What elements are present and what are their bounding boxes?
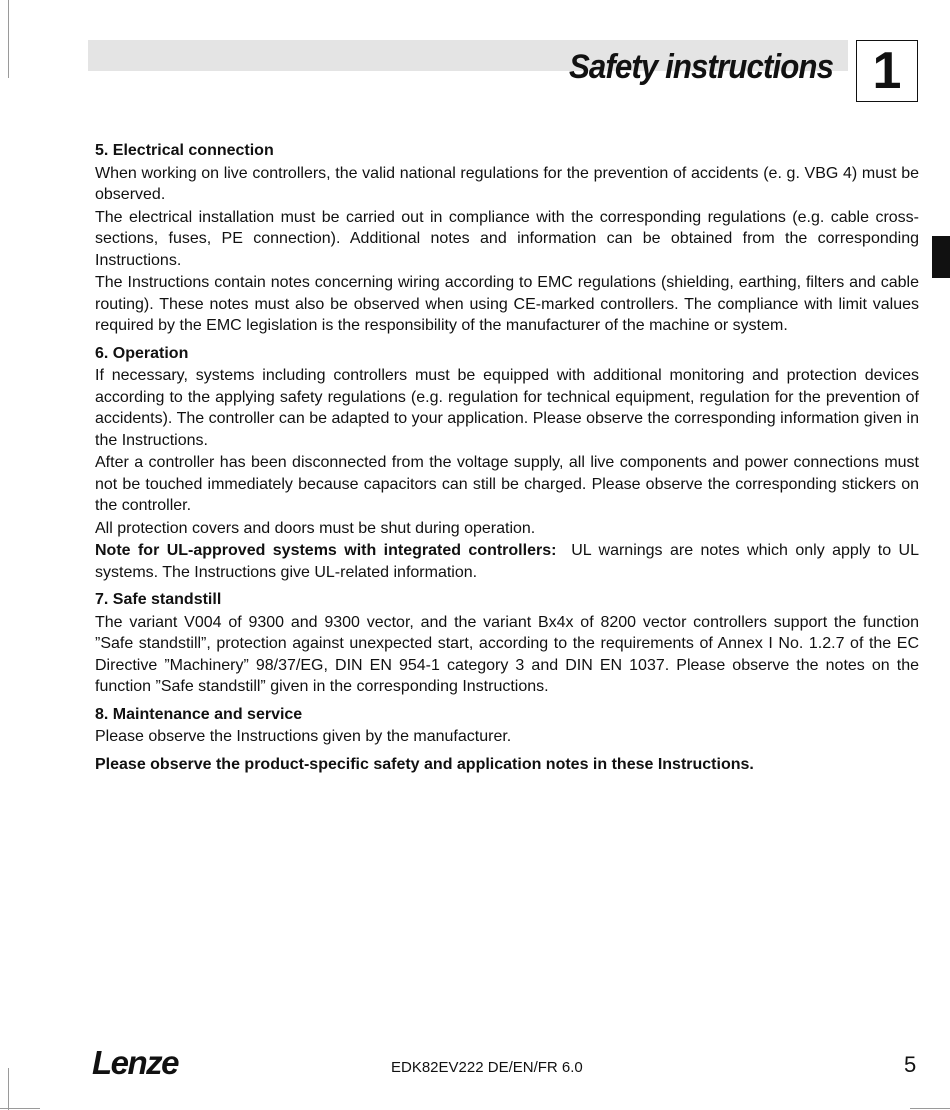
section-maintenance-service [95,704,919,748]
paragraph: If necessary, systems including controllers must be equipped with additional monitoring and protection devices according to the applying safety regulations (e.g. regulation for technical equipment, regulation for the prevention of accidents). The controller can be adapted to your application. Please observe the corresponding information given in the Instructions. [95,367,919,449]
ul-note-paragraph [95,540,919,583]
paragraph: The electrical installation must be carried out in compliance with the corresponding regulations (e.g. cable cross-sections, fuses, PE connection). Additional notes and information can be obtained from the corresponding Instructions. [95,208,919,269]
page-title: Safety instructions [568,48,833,86]
section-heading: 6. Operation [95,344,189,362]
paragraph: When working on live controllers, the valid national regulations for the prevention of accidents (e. g. VBG 4) must be observed. [95,164,919,203]
section-operation [95,343,919,584]
section-safe-standstill [95,589,919,698]
crop-mark-bottom-right-h [910,1108,950,1109]
paragraph: After a controller has been disconnected from the voltage supply, all live components and power connections must not be touched immediately because capacitors can still be charged. Please observe the corresponding stickers on the controller. [95,454,919,514]
crop-mark-bottom-left [8,1068,9,1110]
section-electrical-connection [95,140,919,337]
main-content [95,140,919,775]
closing-note: Please observe the product-specific safety and application notes in these Instructions. [95,755,754,773]
ul-note-text: UL warnings are notes which only apply to UL systems. The Instructions give UL-related information. [95,542,919,581]
page-number: 5 [904,1052,917,1077]
chapter-thumb-tab [932,236,950,278]
section-heading: 7. Safe standstill [95,591,222,608]
paragraph: The variant V004 of 9300 and 9300 vector, and the variant Bx4x of 8200 vector controllers support the function ”Safe standstill”, protection against unexpected start, according to the requirements of Annex I No. 1.2.7 of the EC Directive ”Machinery” 98/37/EG, DIN EN 954-1 category 3 and DIN EN 1037. Please observe the notes on the function ”Safe standstill” given in the corresponding Instructions. [95,613,919,695]
crop-mark-bottom-left-h [0,1108,40,1109]
chapter-number-box [856,40,918,102]
paragraph: All protection covers and doors must be shut during operation. [95,519,536,537]
section-heading: 5. Electrical connection [95,142,274,159]
crop-mark-top-left [8,0,9,78]
lenze-logo: Lenze [92,1044,179,1081]
ul-note-label: Note for UL-approved systems with integrated controllers: [95,542,557,559]
section-heading: 8. Maintenance and service [95,705,303,723]
chapter-number: 1 [872,42,902,100]
paragraph: Please observe the Instructions given by the manufacturer. [95,728,512,745]
paragraph: The Instructions contain notes concerning wiring according to EMC regulations (shielding, earthing, filters and cable routing). These notes must also be observed when using CE-marked controllers. The compliance with limit values required by the EMC legislation is the responsibility of the manufacturer of the machine or system. [95,274,919,334]
document-code: EDK82EV222 DE/EN/FR 6.0 [391,1059,583,1076]
